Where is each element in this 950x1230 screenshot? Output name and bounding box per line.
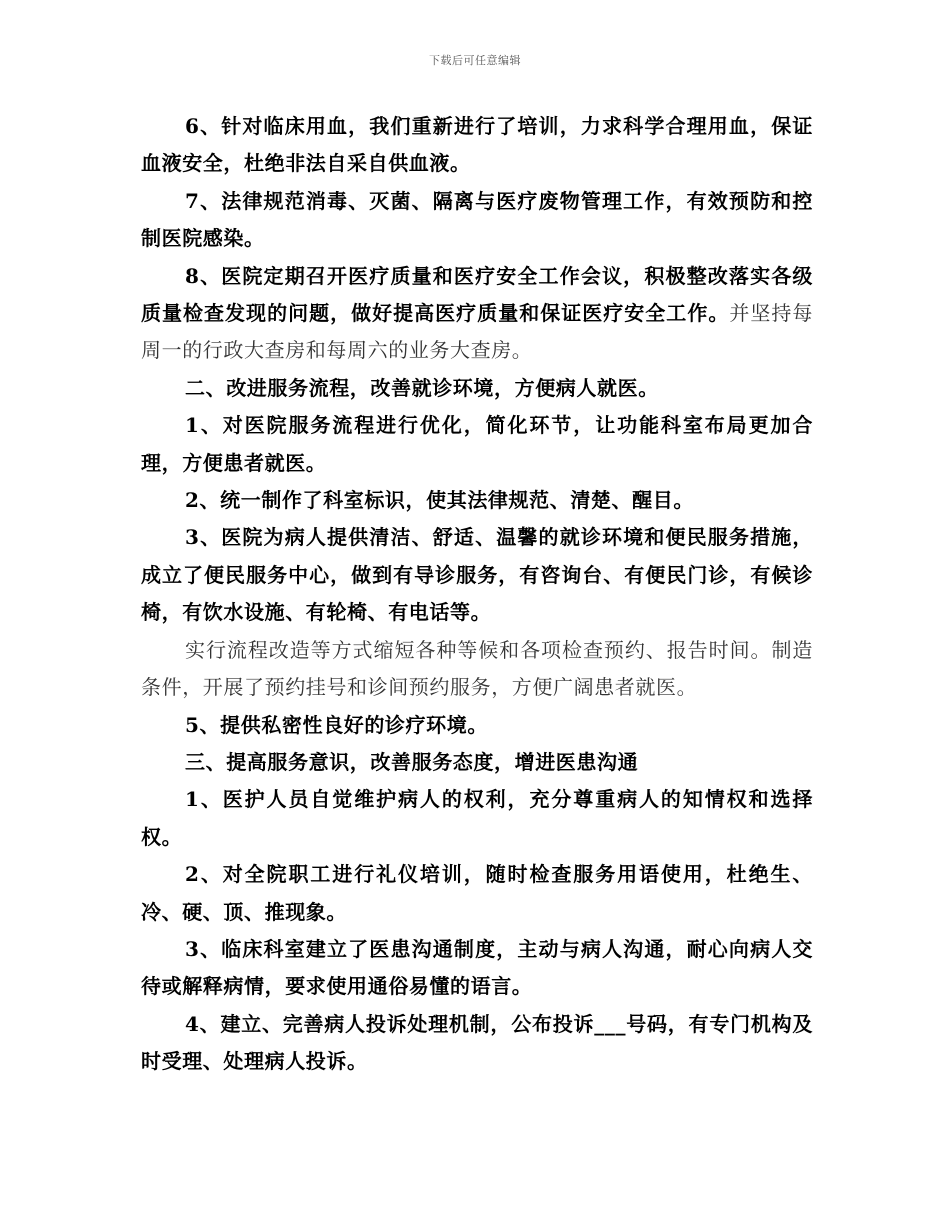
page-header: 下载后可任意编辑 (429, 54, 521, 67)
paragraph-patient-rights: 1、医护人员自觉维护病人的权利，充分尊重病人的知情权和选择权。 (141, 787, 813, 849)
paragraph-appointment: 实行流程改造等方式缩短各种等候和各项检查预约、报告时间。制造条件，开展了预约挂号和诊间预约服务，方便广阔患者就医。 (141, 637, 813, 700)
paragraph-complaints: 4、建立、完善病人投诉处理机制，公布投诉___号码，有专门机构及时受理、处理病人投诉。 (141, 1011, 813, 1074)
section-heading-3: 三、提高服务意识，改善服务态度，增进医患沟通 (185, 749, 639, 774)
paragraph-quality-meeting (141, 258, 813, 370)
paragraph-privacy: 5、提供私密性良好的诊疗环境。 (185, 712, 488, 737)
paragraph-signage: 2、统一制作了科室标识，使其法律规范、清楚、醒目。 (185, 488, 694, 513)
section-heading-2: 二、改进服务流程，改善就诊环境，方便病人就医。 (185, 375, 659, 400)
paragraph-environment: 3、医院为病人提供清洁、舒适、温馨的就诊环境和便民服务措施，成立了便民服务中心，做到有导诊服务，有咨询台、有便民门诊，有候诊椅，有饮水设施、有轮椅、有电话等。 (141, 525, 813, 625)
paragraph-disinfection: 7、法律规范消毒、灭菌、隔离与医疗废物管理工作，有效预防和控制医院感染。 (141, 188, 813, 251)
document-body (141, 108, 813, 1081)
ward-round-text: 并坚持每周一的行政大查房和每周六的业务大查房。 (141, 301, 813, 363)
quality-meeting-text: 8、医院定期召开医疗质量和医疗安全工作会议，积极整改落实各级质量检查发现的问题，做好提高医疗质量和保证医疗安全工作。 (141, 263, 813, 326)
paragraph-process-optimization: 1、对医院服务流程进行优化，简化环节，让功能科室布局更加合理，方便患者就医。 (141, 413, 813, 475)
paragraph-communication: 3、临床科室建立了医患沟通制度，主动与病人沟通，耐心向病人交待或解释病情，要求使用通俗易懂的语言。 (141, 936, 813, 999)
paragraph-blood-use: 6、针对临床用血，我们重新进行了培训，力求科学合理用血，保证血液安全，杜绝非法自采自供血液。 (141, 114, 813, 176)
paragraph-etiquette-training: 2、对全院职工进行礼仪培训，随时检查服务用语使用，杜绝生、冷、硬、顶、推现象。 (141, 862, 813, 924)
